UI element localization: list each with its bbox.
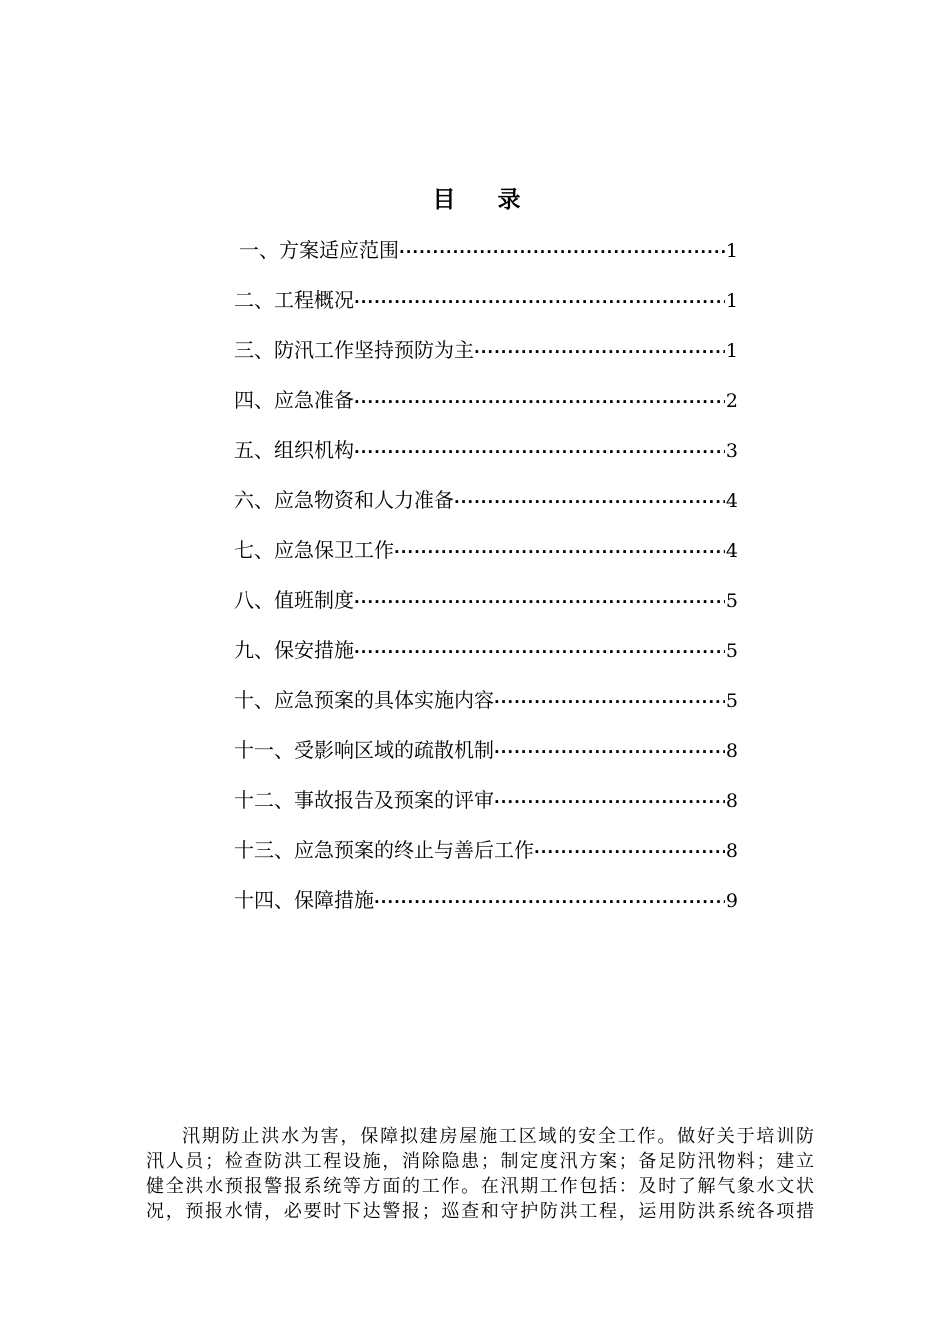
toc-entry-page-number: 5 — [725, 690, 738, 712]
toc-dot-leader — [534, 835, 725, 869]
toc-entry-label: 十三、应急预案的终止与善后工作 — [234, 838, 534, 862]
toc-entry-label: 十四、保障措施 — [234, 888, 374, 912]
toc-entry-page-number: 5 — [725, 590, 738, 612]
body-paragraph — [146, 1124, 814, 1224]
toc-entry[interactable] — [234, 283, 738, 333]
toc-dot-leader — [374, 885, 725, 919]
toc-entry-page-number: 4 — [725, 490, 738, 512]
toc-entry-label: 八、值班制度 — [234, 588, 354, 612]
toc-dot-leader — [494, 785, 725, 819]
toc-entry-label: 一、方案适应范围 — [239, 238, 399, 262]
toc-dot-leader — [354, 285, 725, 319]
toc-entry-label: 九、保安措施 — [234, 638, 354, 662]
toc-entry-page-number: 4 — [725, 540, 738, 562]
toc-entry-label: 三、防汛工作坚持预防为主 — [234, 338, 474, 362]
toc-dot-leader — [399, 235, 725, 269]
toc-entry[interactable] — [234, 533, 738, 583]
body-text-line: 况，预报水情，必要时下达警报；巡查和守护防洪工程，运用防洪系统各项措 — [146, 1201, 814, 1222]
toc-dot-leader — [394, 535, 725, 569]
toc-entry-page-number: 8 — [725, 840, 738, 862]
toc-entry-page-number: 1 — [725, 240, 738, 262]
toc-dot-leader — [354, 585, 725, 619]
toc-entry[interactable] — [234, 683, 738, 733]
toc-dot-leader — [354, 635, 725, 669]
toc-entry-page-number: 8 — [725, 740, 738, 762]
toc-dot-leader — [474, 335, 725, 369]
toc-entry[interactable] — [234, 483, 738, 533]
toc-entry-label: 十一、受影响区域的疏散机制 — [234, 738, 494, 762]
table-of-contents — [234, 233, 738, 933]
toc-entry-page-number: 5 — [725, 640, 738, 662]
toc-dot-leader — [494, 685, 725, 719]
toc-entry-page-number: 9 — [725, 890, 738, 912]
toc-entry[interactable] — [234, 833, 738, 883]
toc-entry[interactable] — [234, 883, 738, 933]
toc-entry-page-number: 2 — [725, 390, 738, 412]
toc-title: 目录 — [432, 187, 563, 213]
toc-entry-label: 七、应急保卫工作 — [234, 538, 394, 562]
toc-dot-leader — [354, 435, 725, 469]
toc-entry[interactable] — [234, 233, 738, 283]
body-text-line: 健全洪水预报警报系统等方面的工作。在汛期工作包括：及时了解气象水文状 — [146, 1176, 814, 1197]
toc-entry-page-number: 3 — [725, 440, 738, 462]
toc-entry-page-number: 1 — [725, 290, 738, 312]
toc-entry-label: 十二、事故报告及预案的评审 — [234, 788, 494, 812]
toc-entry-label: 六、应急物资和人力准备 — [234, 488, 454, 512]
toc-entry-page-number: 1 — [725, 340, 738, 362]
toc-entry-label: 五、组织机构 — [234, 438, 354, 462]
toc-dot-leader — [354, 385, 725, 419]
toc-entry[interactable] — [234, 783, 738, 833]
toc-entry[interactable] — [234, 733, 738, 783]
toc-entry[interactable] — [234, 433, 738, 483]
toc-entry-label: 十、应急预案的具体实施内容 — [234, 688, 494, 712]
toc-entry[interactable] — [234, 633, 738, 683]
toc-entry[interactable] — [234, 583, 738, 633]
toc-entry-label: 四、应急准备 — [234, 388, 354, 412]
toc-entry[interactable] — [234, 383, 738, 433]
toc-entry-page-number: 8 — [725, 790, 738, 812]
body-text-line: 汛期防止洪水为害，保障拟建房屋施工区域的安全工作。做好关于培训防 — [182, 1126, 814, 1147]
body-text-line: 汛人员；检查防洪工程设施，消除隐患；制定度汛方案；备足防汛物料；建立 — [146, 1151, 814, 1172]
toc-dot-leader — [454, 485, 725, 519]
toc-dot-leader — [494, 735, 725, 769]
toc-entry[interactable] — [234, 333, 738, 383]
toc-entry-label: 二、工程概况 — [234, 288, 354, 312]
